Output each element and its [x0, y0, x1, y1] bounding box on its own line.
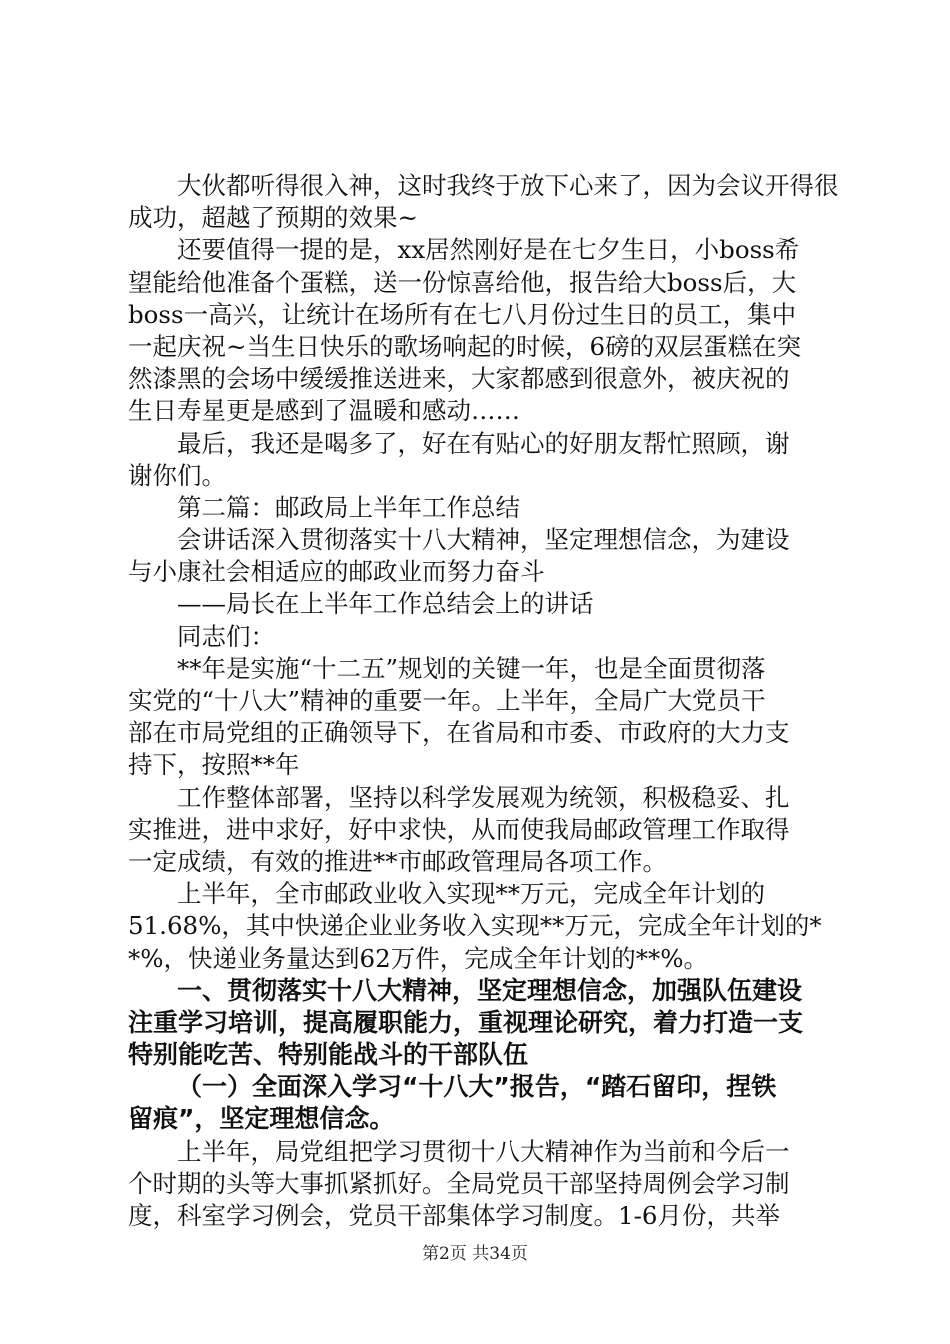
paragraph [128, 1136, 828, 1233]
text-line: 望能给他准备个蛋糕，送一份惊喜给他，报告给大boss后，大 [128, 267, 797, 297]
text-line: *%，快递业务量达到62万件，完成全年计划的**%。 [128, 943, 708, 973]
text-line: 注重学习培训，提高履职能力，重视理论研究，着力打造一支 [128, 1007, 804, 1037]
text-line: ——局长在上半年工作总结会上的讲话 [177, 589, 594, 619]
text-line: 部在市局党组的正确领导下，在省局和市委、市政府的大力支 [128, 718, 790, 748]
text-line: 上半年，全市邮政业收入实现**万元，完成全年计划的 [177, 879, 765, 909]
text-line: 实推进，进中求好，好中求快，从而使我局邮政管理工作取得 [128, 814, 790, 844]
text-line: 一定成绩，有效的推进**市邮政管理局各项工作。 [128, 846, 667, 876]
text-line: boss一高兴，让统计在场所有在七八月份过生日的员工，集中 [128, 299, 797, 329]
paragraph [128, 170, 839, 234]
text-line: 工作整体部署，坚持以科学发展观为统领，积极稳妥、扎 [177, 782, 790, 812]
text-line: 谢你们。 [128, 460, 226, 490]
text-line: 然漆黑的会场中缓缓推送进来，大家都感到很意外，被庆祝的 [128, 364, 790, 394]
section-heading [128, 1071, 828, 1135]
section-heading [128, 975, 828, 1072]
text-line: 生日寿星更是感到了温暖和感动…… [128, 396, 520, 426]
paragraph [128, 234, 828, 427]
text-line: 51.68%，其中快递企业业务收入实现**万元，完成全年计划的* [128, 911, 822, 941]
text-line: 与小康社会相适应的邮政业而努力奋斗 [128, 557, 545, 587]
text-line: 会讲话深入贯彻落实十八大精神，坚定理想信念，为建设 [177, 525, 790, 555]
text-line: 特别能吃苦、特别能战斗的干部队伍 [128, 1040, 529, 1070]
text-line: 第二篇：邮政局上半年工作总结 [177, 492, 520, 522]
paragraph [128, 878, 828, 975]
text-line: 度，科室学习例会，党员干部集体学习制度。1-6月份，共举 [128, 1201, 780, 1230]
document-body [128, 170, 839, 1232]
paragraph [128, 621, 828, 653]
text-line: 大伙都听得很入神，这时我终于放下心来了，因为会议开得很 [177, 171, 839, 200]
page-footer: 第2页 共34页 [422, 1244, 528, 1264]
text-line: **年是实施“十二五”规划的关键一年，也是全面贯彻落 [177, 653, 766, 683]
text-line: 同志们： [177, 621, 275, 651]
text-line: 留痕”，坚定理想信念。 [128, 1104, 395, 1134]
text-line: （一）全面深入学习“十八大”报告，“踏石留印，捏铁 [177, 1072, 777, 1102]
text-line: 实党的“十八大”精神的重要一年。上半年，全局广大党员干 [128, 686, 766, 715]
text-line: 还要值得一提的是，xx居然刚好是在七夕生日，小boss希 [177, 235, 800, 265]
paragraph [128, 524, 828, 588]
paragraph [128, 653, 828, 782]
text-line: 上半年，局党组把学习贯彻十八大精神作为当前和今后一 [177, 1136, 790, 1166]
paragraph [128, 428, 828, 492]
text-line: 一起庆祝~当生日快乐的歌场响起的时候，6磅的双层蛋糕在突 [128, 331, 802, 361]
text-line: 最后，我还是喝多了，好在有贴心的好朋友帮忙照顾，谢 [177, 428, 790, 458]
text-line: 一、贯彻落实十八大精神，坚定理想信念，加强队伍建设 [177, 975, 803, 1005]
text-line: 持下，按照**年 [128, 750, 300, 780]
paragraph [128, 782, 828, 879]
text-line: 个时期的头等大事抓紧抓好。全局党员干部坚持周例会学习制 [128, 1168, 790, 1198]
paragraph [128, 588, 828, 620]
text-line: 成功，超越了预期的效果~ [128, 203, 419, 233]
paragraph [128, 492, 828, 524]
